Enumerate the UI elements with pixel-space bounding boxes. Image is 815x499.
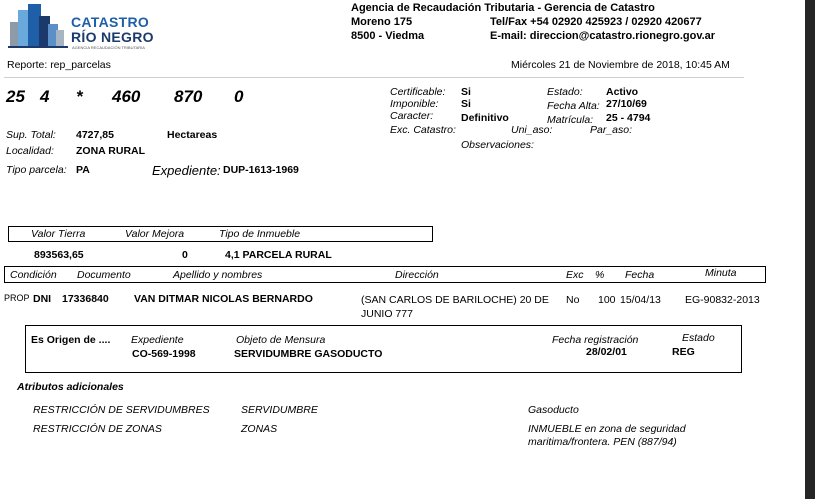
certificable-value: Si [461, 86, 471, 98]
owner-address-line2: JUNIO 777 [361, 308, 413, 320]
valor-mejora-value: 0 [182, 249, 188, 261]
owner-row [0, 292, 800, 322]
valuation-header [8, 226, 433, 242]
logo-line2: RÍO NEGRO [71, 29, 154, 45]
attr-2-name: RESTRICCIÓN DE ZONAS [33, 423, 162, 435]
owner-minuta: EG-90832-2013 [685, 294, 760, 306]
origin-fecha-value: 28/02/01 [586, 346, 627, 358]
sup-unit: Hectareas [167, 129, 218, 141]
valor-tierra-header: Valor Tierra [31, 228, 86, 240]
tipo-parcela-label: Tipo parcela: [6, 164, 67, 176]
origin-title: Es Origen de .... [31, 334, 111, 346]
attr-1-type: SERVIDUMBRE [241, 404, 318, 416]
estado-label: Estado: [547, 86, 583, 98]
fecha-alta-value: 27/10/69 [606, 98, 647, 110]
direccion-header: Dirección [395, 269, 439, 281]
code-circunscripcion: 4 [40, 87, 50, 106]
viewer-edge [805, 0, 815, 499]
localidad-value: ZONA RURAL [76, 145, 146, 157]
owner-prop: PROP [4, 293, 30, 303]
apellido-header: Apellido y nombres [173, 269, 263, 281]
valor-mejora-header: Valor Mejora [125, 228, 185, 240]
attr-2-value-line1: INMUEBLE en zona de seguridad [528, 423, 686, 435]
uni-aso-label: Uni_aso: [511, 124, 553, 136]
agency-name: Agencia de Recaudación Tributaria - Gerencia de Catastro [351, 2, 655, 14]
exc-header: Exc [566, 269, 584, 281]
agency-phone: Tel/Fax +54 02920 425923 / 02920 420677 [490, 16, 702, 28]
par-aso-label: Par_aso: [590, 124, 633, 136]
agency-city: 8500 - Viedma [351, 30, 425, 42]
owner-address-line1: (SAN CARLOS DE BARILOCHE) 20 DE [361, 294, 549, 306]
caracter-value: Definitivo [461, 112, 509, 124]
origin-estado-value: REG [672, 346, 695, 358]
sup-total-label: Sup. Total: [6, 129, 56, 141]
origin-expediente-value: CO-569-1998 [132, 348, 196, 360]
report-date: Miércoles 21 de Noviembre de 2018, 10:45 AM [511, 59, 730, 71]
exc-catastro-label: Exc. Catastro: [390, 124, 456, 136]
minuta-header: Minuta [705, 267, 737, 279]
localidad-label: Localidad: [6, 145, 54, 157]
expediente-value: DUP-1613-1969 [223, 164, 299, 176]
code-quinta: 870 [174, 87, 203, 106]
origin-fecha-label: Fecha registración [552, 334, 639, 346]
imponible-label: Imponible: [390, 98, 439, 110]
owner-exc: No [566, 294, 580, 306]
header-divider [4, 77, 744, 78]
code-seccion: * [76, 87, 83, 106]
attributes-title: Atributos adicionales [17, 381, 124, 393]
attr-1-value: Gasoducto [528, 404, 579, 416]
origin-box [25, 325, 742, 373]
origin-estado-label: Estado [682, 332, 715, 344]
code-parcela: 0 [234, 87, 244, 106]
condicion-header: Condición [10, 269, 57, 281]
caracter-label: Caracter: [390, 110, 434, 122]
catastro-logo [8, 2, 154, 52]
owner-name: VAN DITMAR NICOLAS BERNARDO [134, 293, 313, 305]
fecha-header: Fecha [625, 269, 655, 281]
owners-header [4, 266, 766, 283]
origin-objeto-value: SERVIDUMBRE GASODUCTO [234, 348, 383, 360]
logo-line1: CATASTRO [71, 14, 150, 30]
imponible-value: Si [461, 98, 471, 110]
owner-porc: 100 [598, 294, 616, 306]
tipo-inmueble-header: Tipo de Inmueble [219, 228, 301, 240]
certificable-label: Certificable: [390, 86, 446, 98]
valor-tierra-value: 893563,65 [34, 249, 84, 261]
code-departamento: 25 [6, 87, 25, 106]
report-name: Reporte: rep_parcelas [7, 59, 111, 71]
attr-1-name: RESTRICCIÓN DE SERVIDUMBRES [33, 404, 210, 416]
estado-value: Activo [606, 86, 639, 98]
attr-2-type: ZONAS [241, 423, 278, 435]
porc-header: % [595, 269, 605, 281]
tipo-parcela-value: PA [76, 164, 90, 176]
origin-expediente-label: Expediente [131, 334, 184, 346]
owner-doc-type: DNI [33, 293, 52, 305]
sup-total-value: 4727,85 [76, 129, 114, 141]
matricula-value: 25 - 4794 [606, 112, 651, 124]
expediente-label: Expediente: [152, 163, 221, 178]
observaciones-label: Observaciones: [461, 139, 534, 151]
documento-header: Documento [77, 269, 131, 281]
buildings-logo-icon [8, 2, 70, 50]
fecha-alta-label: Fecha Alta: [547, 100, 600, 112]
origin-objeto-label: Objeto de Mensura [236, 334, 326, 346]
agency-email: E-mail: direccion@catastro.rionegro.gov.ar [490, 30, 716, 42]
attr-2-value-line2: maritima/frontera. PEN (887/94) [528, 436, 677, 448]
code-chacra: 460 [112, 87, 141, 106]
matricula-label: Matrícula: [547, 114, 594, 126]
logo-tagline: AGENCIA RECAUDACIÓN TRIBUTARIA [72, 45, 145, 50]
tipo-inmueble-value: 4,1 PARCELA RURAL [225, 249, 332, 261]
agency-address: Moreno 175 [351, 16, 413, 28]
owner-fecha: 15/04/13 [620, 294, 661, 306]
owner-doc-number: 17336840 [62, 293, 109, 305]
